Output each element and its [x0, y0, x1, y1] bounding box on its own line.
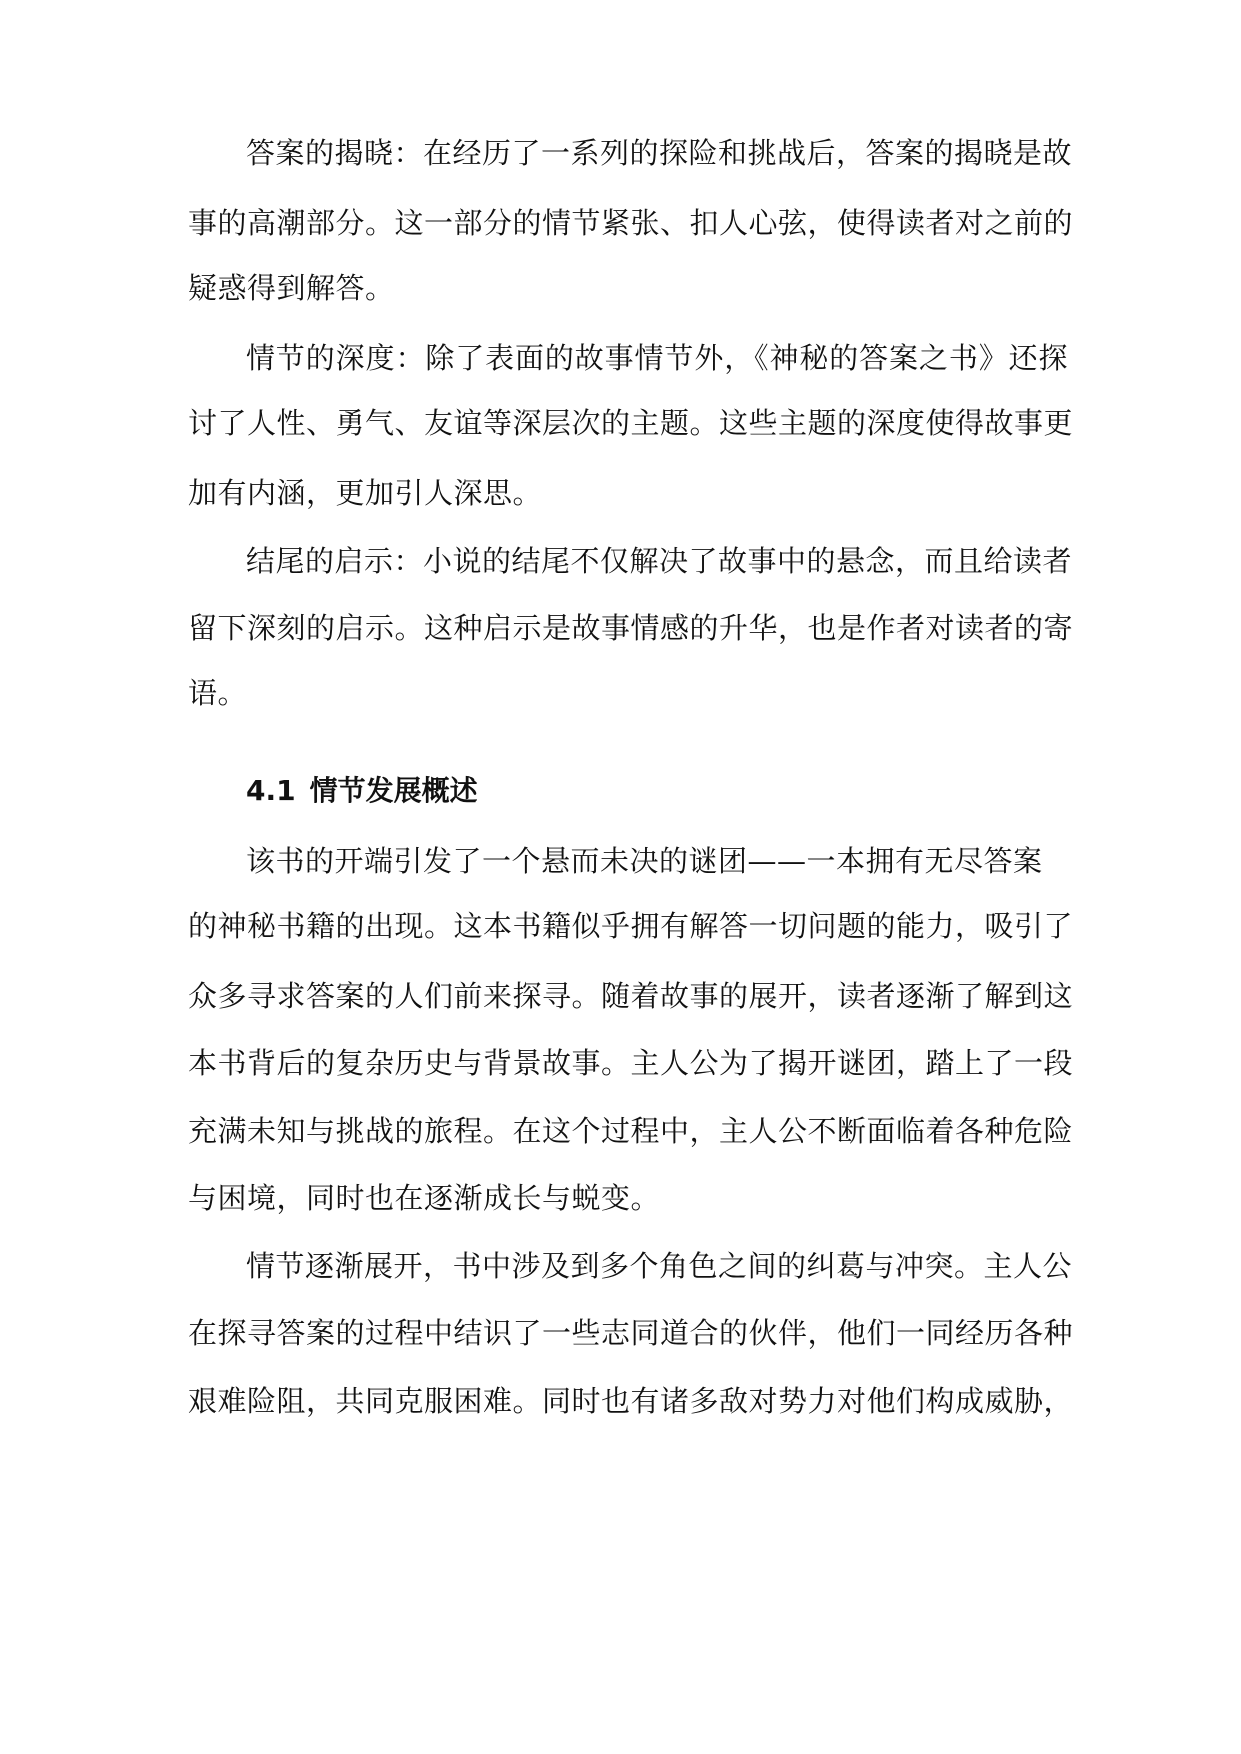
- section-number: 4.1: [246, 774, 296, 807]
- paragraph-1-line-2: 事的高潮部分。这一部分的情节紧张、扣人心弦，使得读者对之前的: [188, 206, 1074, 240]
- section-title: 情节发展概述: [309, 774, 478, 807]
- paragraph-2-line-3: 加有内涵，更加引人深思。: [188, 476, 543, 510]
- paragraph-2-line-2: 讨了人性、勇气、友谊等深层次的主题。这些主题的深度使得故事更: [188, 406, 1074, 440]
- paragraph-3-line-2: 留下深刻的启示。这种启示是故事情感的升华，也是作者对读者的寄: [188, 611, 1074, 645]
- section-paragraph-2-line-1: 情节逐渐展开，书中涉及到多个角色之间的纠葛与冲突。主人公: [246, 1249, 1073, 1283]
- section-paragraph-2-line-2: 在探寻答案的过程中结识了一些志同道合的伙伴，他们一同经历各种: [188, 1316, 1074, 1350]
- section-paragraph-1-line-3: 众多寻求答案的人们前来探寻。随着故事的展开，读者逐渐了解到这: [188, 979, 1074, 1013]
- paragraph-1-line-1: 答案的揭晓：在经历了一系列的探险和挑战后，答案的揭晓是故: [246, 136, 1073, 170]
- section-paragraph-1-line-1: 该书的开端引发了一个悬而未决的谜团——一本拥有无尽答案: [246, 844, 1043, 878]
- section-paragraph-1-line-2: 的神秘书籍的出现。这本书籍似乎拥有解答一切问题的能力，吸引了: [188, 909, 1074, 943]
- section-paragraph-1-line-4: 本书背后的复杂历史与背景故事。主人公为了揭开谜团，踏上了一段: [188, 1046, 1074, 1080]
- paragraph-3-line-1: 结尾的启示：小说的结尾不仅解决了故事中的悬念，而且给读者: [246, 544, 1073, 578]
- section-paragraph-1-line-6: 与困境，同时也在逐渐成长与蜕变。: [188, 1181, 661, 1215]
- paragraph-1-line-3: 疑惑得到解答。: [188, 271, 395, 305]
- paragraph-2-line-1: 情节的深度：除了表面的故事情节外，《神秘的答案之书》还探: [246, 341, 1068, 375]
- paragraph-3-line-3: 语。: [188, 676, 248, 710]
- section-paragraph-2-line-3: 艰难险阻，共同克服困难。同时也有诸多敌对势力对他们构成威胁，: [188, 1384, 1074, 1418]
- section-heading: [246, 771, 478, 811]
- section-paragraph-1-line-5: 充满未知与挑战的旅程。在这个过程中，主人公不断面临着各种危险: [188, 1114, 1074, 1148]
